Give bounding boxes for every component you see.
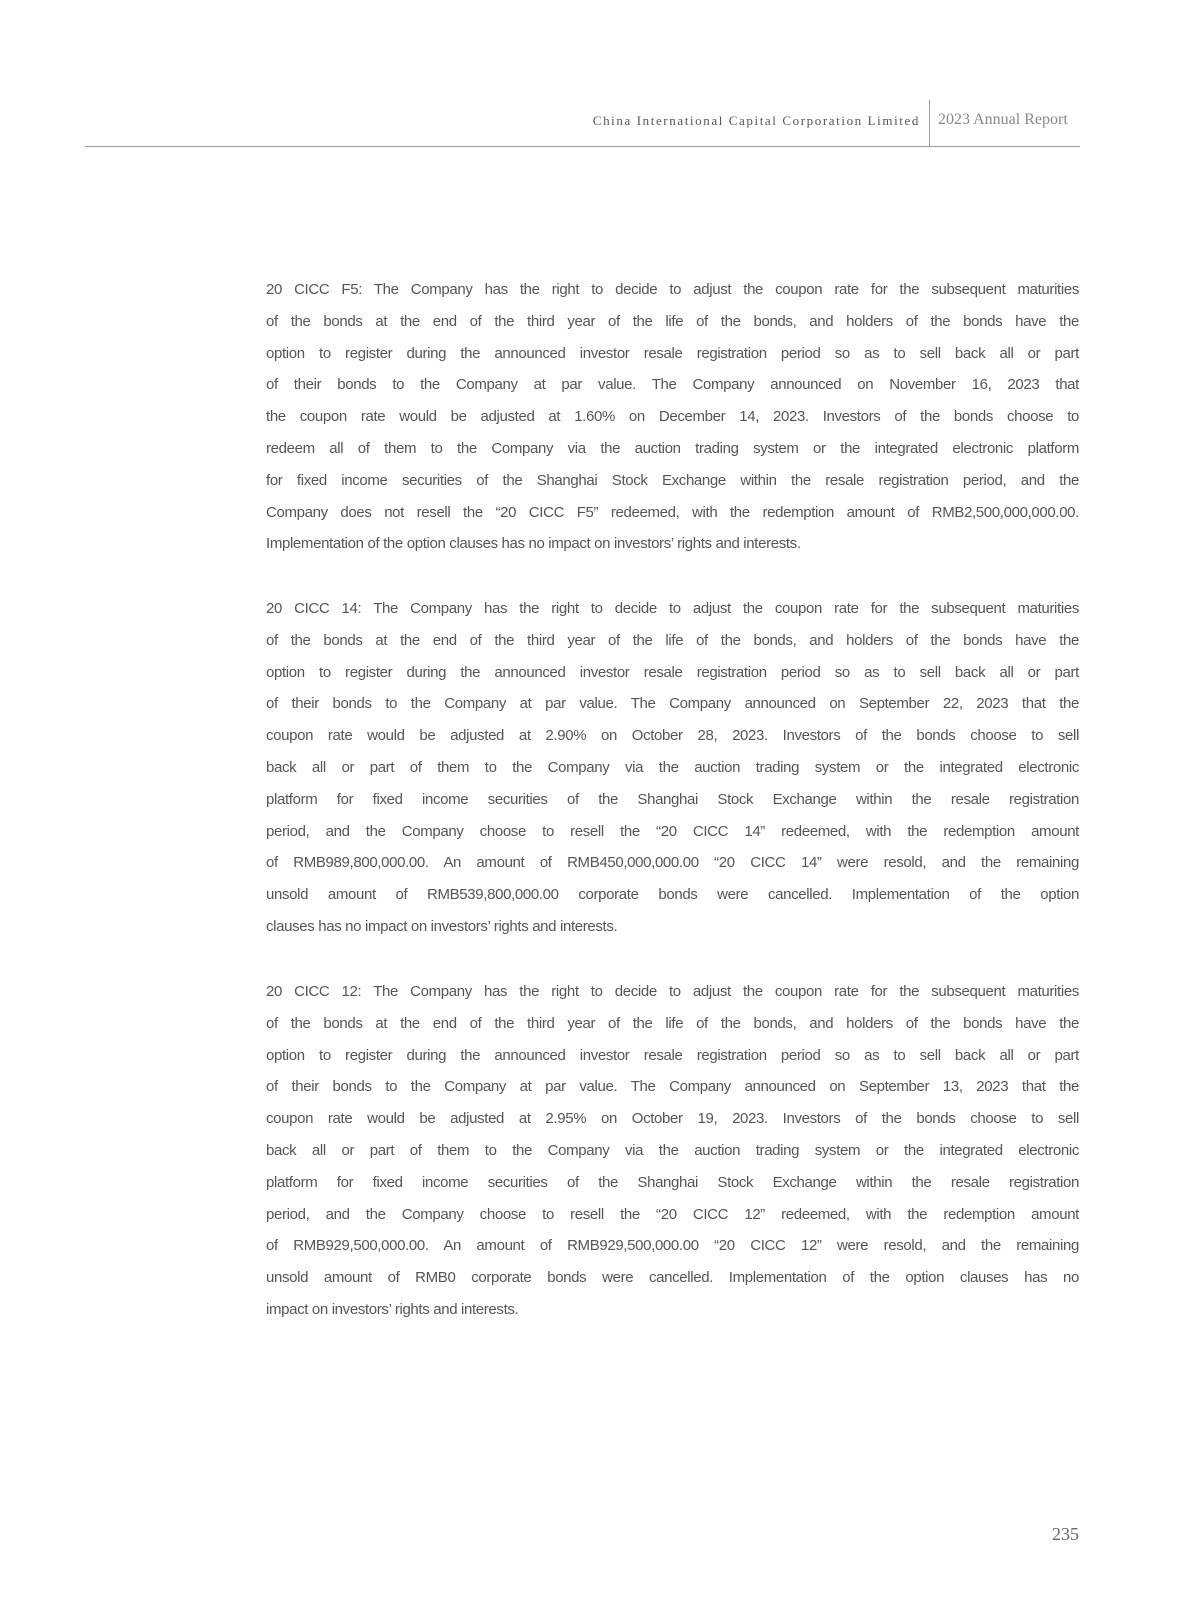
- header-separator: [929, 100, 930, 147]
- header-rule: [85, 146, 1080, 147]
- paragraph-20-cicc-f5: [266, 274, 1079, 560]
- paragraph-20-cicc-12: [266, 976, 1079, 1326]
- text-line: clauses has no impact on investors’ rights and interests.: [266, 917, 618, 935]
- text-line: platform for fixed income securities of the Shanghai Stock Exchange within the resale registration: [266, 790, 1079, 808]
- text-line: impact on investors’ rights and interests.: [266, 1300, 519, 1318]
- text-line: of RMB989,800,000.00. An amount of RMB450,000,000.00 “20 CICC 14” were resold, and the remaining: [266, 854, 1079, 872]
- text-line: of their bonds to the Company at par value. The Company announced on September 22, 2023 that the: [266, 695, 1079, 713]
- text-line: the coupon rate would be adjusted at 1.60% on December 14, 2023. Investors of the bonds choose to: [266, 408, 1079, 426]
- text-line: back all or part of them to the Company via the auction trading system or the integrated electronic: [266, 1141, 1079, 1159]
- text-line: of RMB929,500,000.00. An amount of RMB929,500,000.00 “20 CICC 12” were resold, and the remaining: [266, 1237, 1079, 1255]
- text-line: platform for fixed income securities of the Shanghai Stock Exchange within the resale registration: [266, 1173, 1079, 1191]
- text-line: option to register during the announced investor resale registration period so as to sell back all or part: [266, 663, 1079, 681]
- page-number: 235: [1052, 1524, 1079, 1544]
- text-line: of their bonds to the Company at par value. The Company announced on November 16, 2023 that: [266, 376, 1079, 394]
- text-line: unsold amount of RMB539,800,000.00 corporate bonds were cancelled. Implementation of the option: [266, 886, 1079, 904]
- paragraph-20-cicc-14: [266, 593, 1079, 943]
- text-line: unsold amount of RMB0 corporate bonds were cancelled. Implementation of the option clauses has no: [266, 1269, 1079, 1287]
- text-line: option to register during the announced investor resale registration period so as to sell back all or part: [266, 344, 1079, 362]
- text-line: period, and the Company choose to resell the “20 CICC 12” redeemed, with the redemption amount: [266, 1205, 1079, 1223]
- text-line: back all or part of them to the Company via the auction trading system or the integrated electronic: [266, 758, 1079, 776]
- text-line: Company does not resell the “20 CICC F5” redeemed, with the redemption amount of RMB2,500,000,000.00.: [266, 503, 1079, 521]
- text-line: coupon rate would be adjusted at 2.95% on October 19, 2023. Investors of the bonds choose to sell: [266, 1110, 1079, 1128]
- header-company-name: China International Capital Corporation Limited: [592, 113, 920, 128]
- text-line: for fixed income securities of the Shanghai Stock Exchange within the resale registration period, and the: [266, 471, 1079, 489]
- text-line: Implementation of the option clauses has no impact on investors’ rights and interests.: [266, 535, 801, 553]
- text-line: redeem all of them to the Company via the auction trading system or the integrated electronic platform: [266, 439, 1079, 457]
- header-report-title: 2023 Annual Report: [938, 111, 1068, 128]
- text-line: 20 CICC 12: The Company has the right to decide to adjust the coupon rate for the subsequent maturities: [266, 983, 1079, 1000]
- text-line: period, and the Company choose to resell the “20 CICC 14” redeemed, with the redemption amount: [266, 822, 1079, 840]
- text-line: of the bonds at the end of the third year of the life of the bonds, and holders of the bonds have the: [266, 631, 1079, 649]
- text-line: of their bonds to the Company at par value. The Company announced on September 13, 2023 that the: [266, 1078, 1079, 1096]
- text-line: 20 CICC F5: The Company has the right to decide to adjust the coupon rate for the subsequent maturities: [266, 281, 1079, 298]
- text-line: option to register during the announced investor resale registration period so as to sell back all or part: [266, 1046, 1079, 1064]
- text-line: coupon rate would be adjusted at 2.90% on October 28, 2023. Investors of the bonds choose to sell: [266, 727, 1079, 745]
- text-line: 20 CICC 14: The Company has the right to decide to adjust the coupon rate for the subsequent maturities: [266, 600, 1079, 617]
- text-line: of the bonds at the end of the third year of the life of the bonds, and holders of the bonds have the: [266, 1014, 1079, 1032]
- text-line: of the bonds at the end of the third year of the life of the bonds, and holders of the bonds have the: [266, 312, 1079, 330]
